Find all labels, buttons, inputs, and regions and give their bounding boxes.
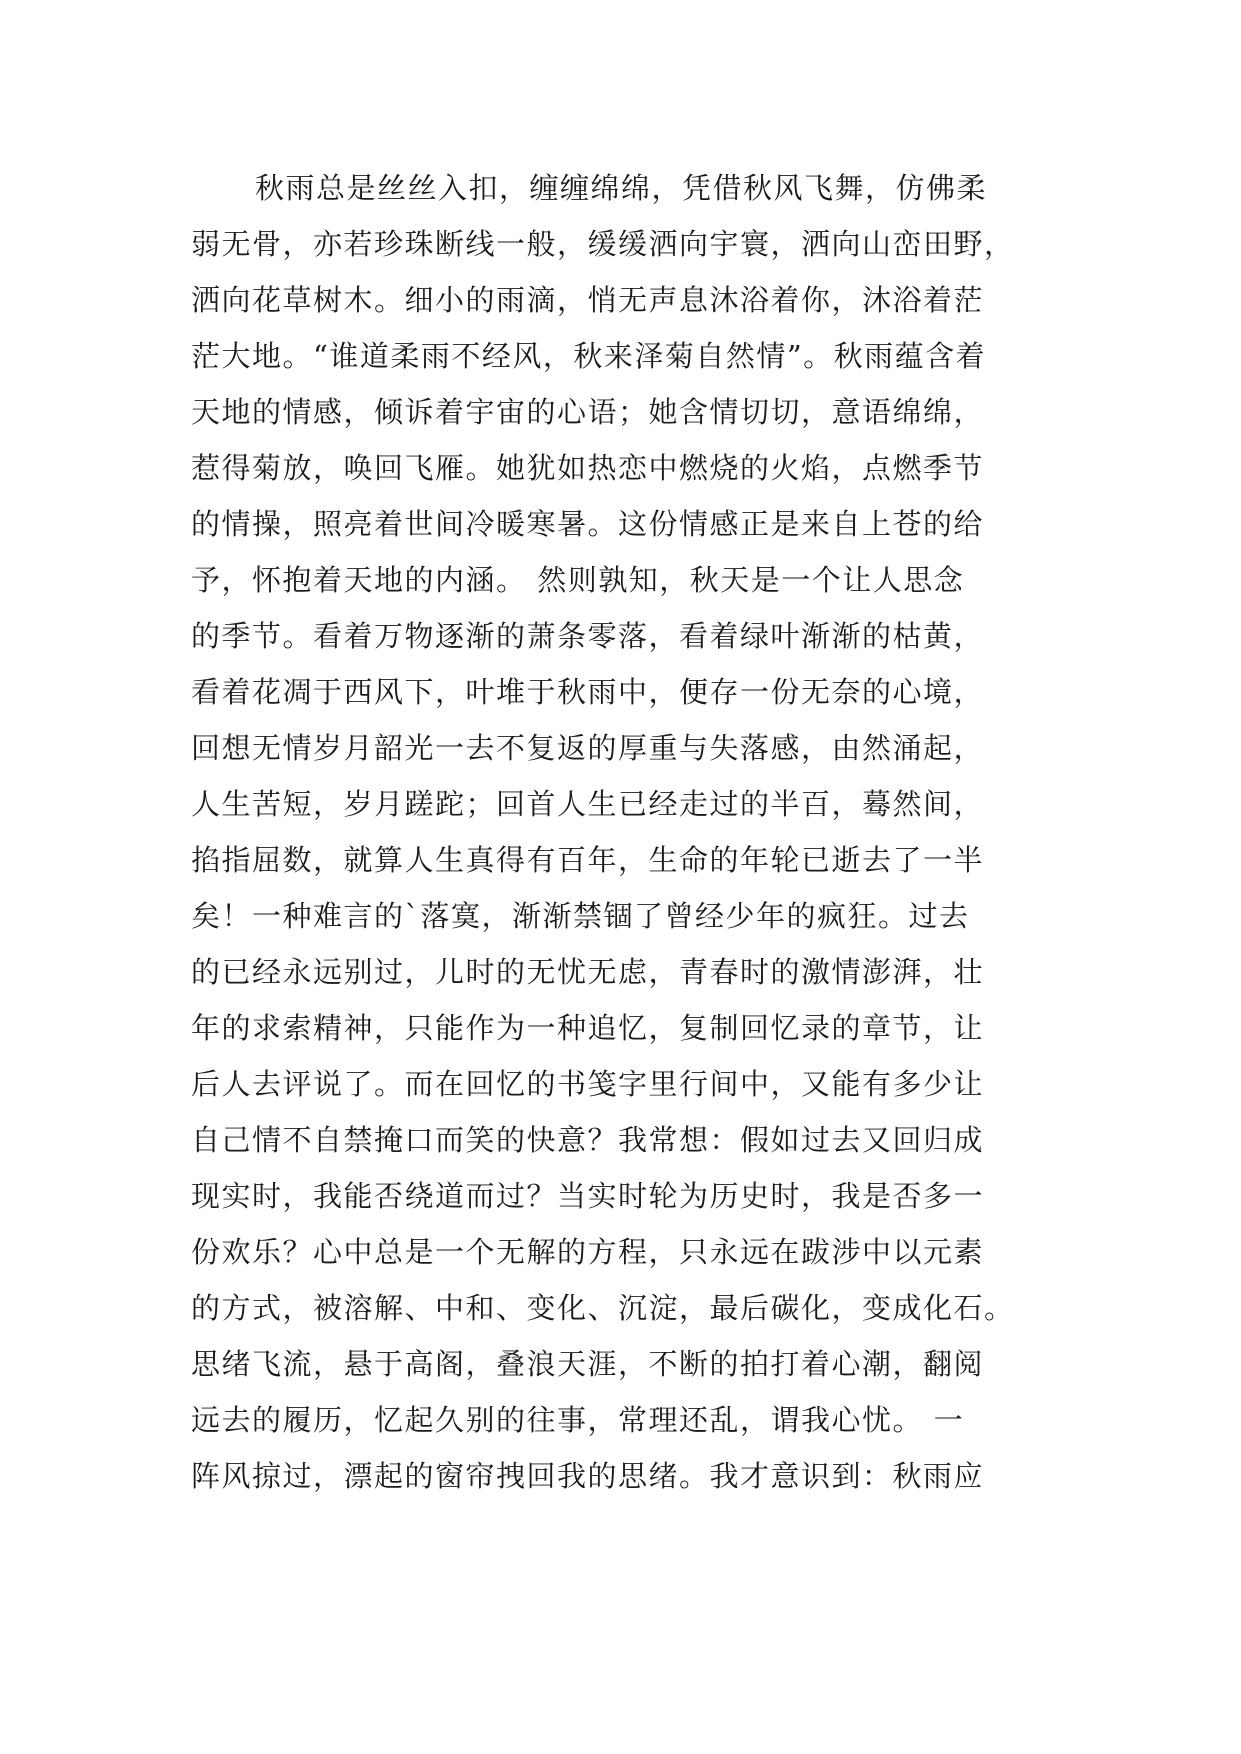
- text-line: 掐指屈数，就算人生真得有百年，生命的年轮已逝去了一半: [191, 843, 985, 877]
- text-line: 份欢乐？心中总是一个无解的方程，只永远在跋涉中以元素: [191, 1235, 985, 1269]
- text-line: 后人去评说了。而在回忆的书笺字里行间中，又能有多少让: [191, 1067, 985, 1101]
- text-line: 看着花凋于西风下，叶堆于秋雨中，便存一份无奈的心境，: [191, 675, 985, 709]
- essay-paragraph: [191, 160, 1071, 1504]
- text-line: 远去的履历，忆起久别的往事，常理还乱，谓我心忧。 一: [191, 1403, 965, 1437]
- text-line: 自己情不自禁掩口而笑的快意？我常想：假如过去又回归成: [191, 1123, 985, 1157]
- text-line: 的情操，照亮着世间冷暖寒暑。这份情感正是来自上苍的给: [191, 507, 985, 541]
- text-line: 秋雨总是丝丝入扣，缠缠绵绵，凭借秋风飞舞，仿佛柔: [255, 171, 988, 205]
- text-line: 的季节。看着万物逐渐的萧条零落，看着绿叶渐渐的枯黄，: [191, 619, 985, 653]
- text-line: 天地的情感，倾诉着宇宙的心语；她含情切切，意语绵绵，: [191, 395, 985, 429]
- text-line: 惹得菊放，唤回飞雁。她犹如热恋中燃烧的火焰，点燃季节: [191, 451, 985, 485]
- text-line: 洒向花草树木。细小的雨滴，悄无声息沐浴着你，沐浴着茫: [191, 283, 985, 317]
- text-line: 茫大地。“谁道柔雨不经风，秋来泽菊自然情”。秋雨蕴含着: [191, 339, 987, 373]
- text-line: 弱无骨，亦若珍珠断线一般，缓缓洒向宇寰，洒向山峦田野，: [191, 227, 1015, 261]
- text-line: 的已经永远别过，儿时的无忧无虑，青春时的激情澎湃，壮: [191, 955, 985, 989]
- text-line: 思绪飞流，悬于高阁，叠浪天涯，不断的拍打着心潮，翻阅: [191, 1347, 985, 1381]
- text-line: 现实时，我能否绕道而过？当实时轮为历史时，我是否多一: [191, 1179, 985, 1213]
- text-line: 矣！一种难言的`落寞，渐渐禁锢了曾经少年的疯狂。过去: [191, 899, 970, 933]
- text-line: 人生苦短，岁月蹉跎；回首人生已经走过的半百，蓦然间，: [191, 787, 985, 821]
- text-line: 阵风掠过，漂起的窗帘拽回我的思绪。我才意识到：秋雨应: [191, 1459, 985, 1493]
- text-line: 的方式，被溶解、中和、变化、沉淀，最后碳化，变成化石。: [191, 1291, 1015, 1325]
- text-line: 年的求索精神，只能作为一种追忆，复制回忆录的章节，让: [191, 1011, 985, 1045]
- text-line: 予，怀抱着天地的内涵。 然则孰知，秋天是一个让人思念: [191, 563, 965, 597]
- text-line: 回想无情岁月韶光一去不复返的厚重与失落感，由然涌起，: [191, 731, 985, 765]
